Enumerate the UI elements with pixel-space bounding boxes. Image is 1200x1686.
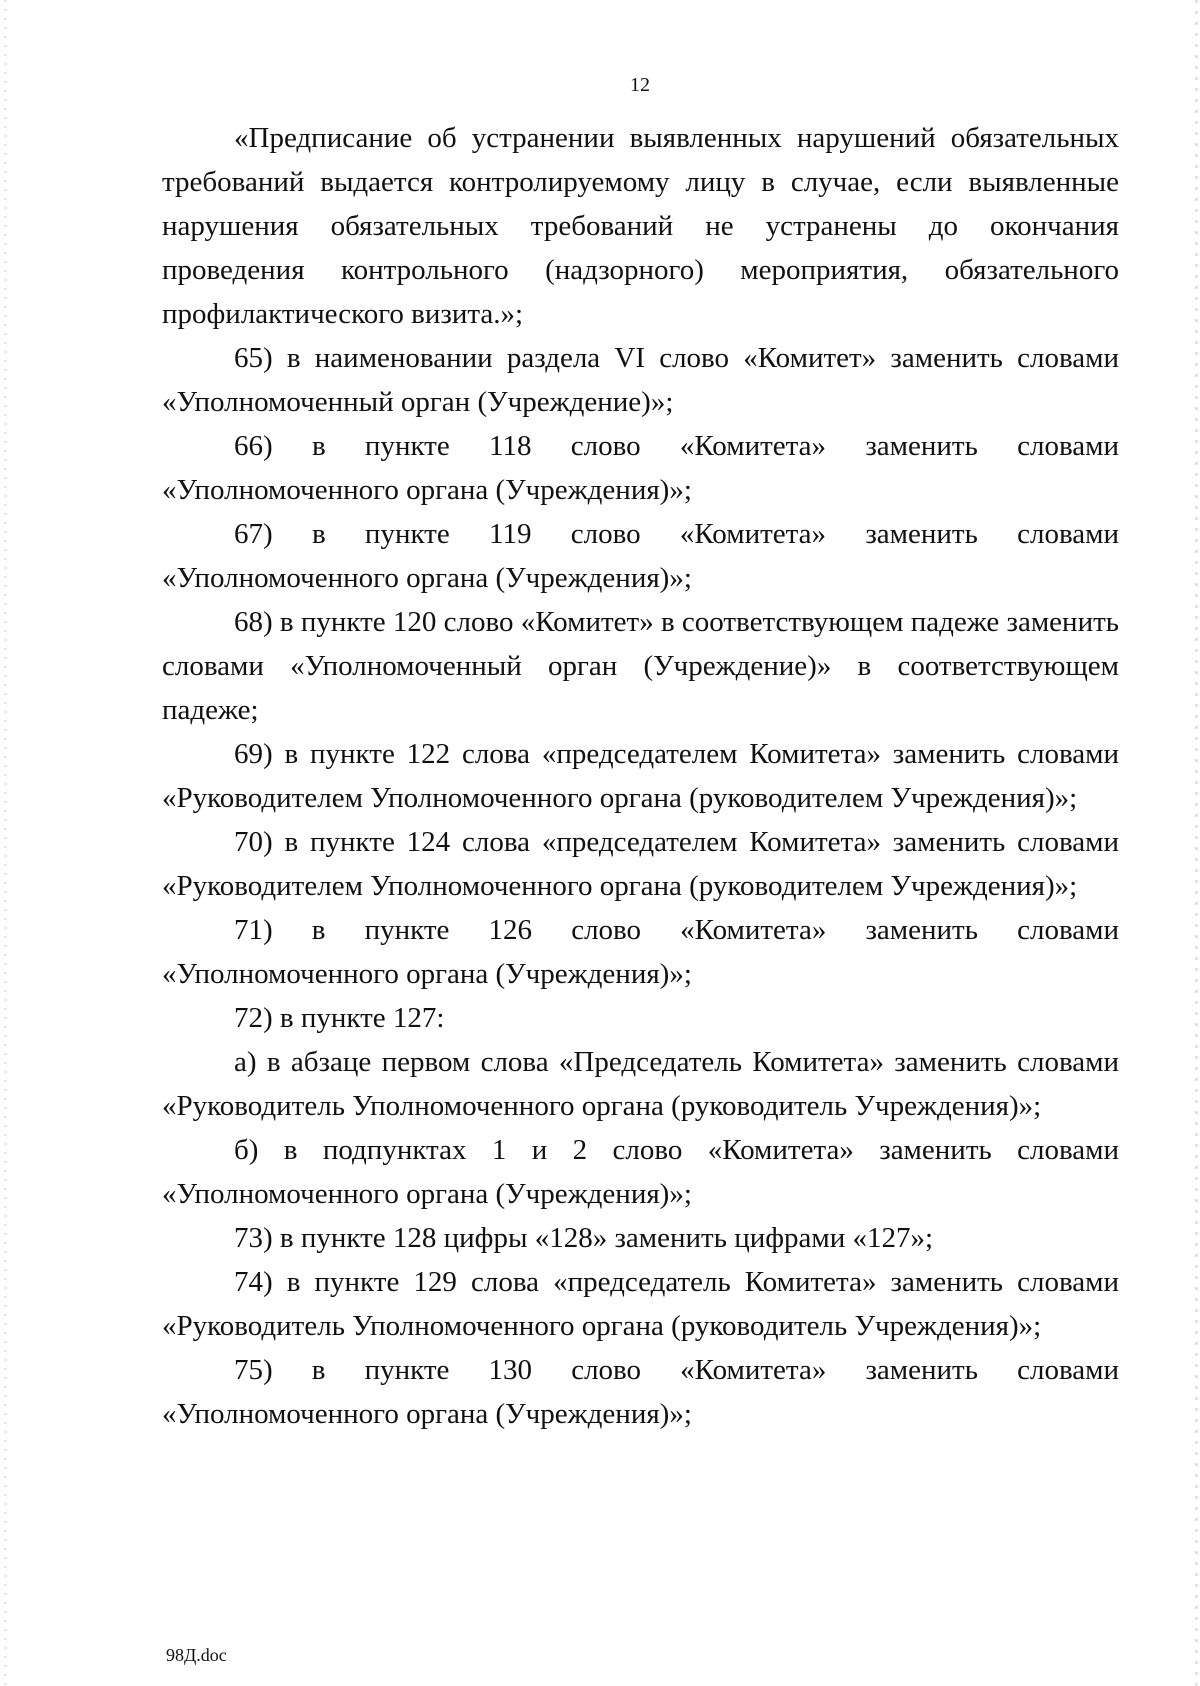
paragraph-65: 65) в наименовании раздела VI слово «Комитет» заменить словами «Уполномоченный орган (Учреждение)»; bbox=[162, 342, 1119, 418]
paragraph-67: 67) в пункте 119 слово «Комитета» заменить словами «Уполномоченного органа (Учреждения)»; bbox=[162, 518, 1119, 594]
footer-filename: 98Д.doc bbox=[166, 1645, 227, 1665]
paragraph-72-b: б) в подпунктах 1 и 2 слово «Комитета» заменить словами «Уполномоченного органа (Учреждения)»; bbox=[162, 1134, 1119, 1210]
paragraph-71: 71) в пункте 126 слово «Комитета» заменить словами «Уполномоченного органа (Учреждения)»; bbox=[162, 914, 1119, 990]
page-number: 12 bbox=[630, 74, 650, 96]
scan-edge-right bbox=[1195, 0, 1198, 1686]
paragraph-69: 69) в пункте 122 слова «председателем Комитета» заменить словами «Руководителем Уполномоченного органа (руководителем Учреждения)»; bbox=[162, 738, 1119, 814]
paragraph-75: 75) в пункте 130 слово «Комитета» заменить словами «Уполномоченного органа (Учреждения)»; bbox=[162, 1354, 1119, 1430]
paragraph-prescription-quote: «Предписание об устранении выявленных нарушений обязательных требований выдается контролируемому лицу в случае, если выявленные нарушения обязательных требований не устранены до окончания проведения контрольного (надзорного) мероприятия, обязательного профилактического визита.»; bbox=[162, 122, 1119, 330]
document-body bbox=[162, 116, 1119, 1436]
paragraph-73: 73) в пункте 128 цифры «128» заменить цифрами «127»; bbox=[234, 1222, 934, 1254]
paragraph-70: 70) в пункте 124 слова «председателем Комитета» заменить словами «Руководителем Уполномоченного органа (руководителем Учреждения)»; bbox=[162, 826, 1119, 902]
paragraph-66: 66) в пункте 118 слово «Комитета» заменить словами «Уполномоченного органа (Учреждения)»; bbox=[162, 430, 1119, 506]
paragraph-72: 72) в пункте 127: bbox=[234, 1002, 445, 1034]
scan-edge-left bbox=[4, 0, 7, 1686]
paragraph-68: 68) в пункте 120 слово «Комитет» в соответствующем падеже заменить словами «Уполномоченный орган (Учреждение)» в соответствующем падеже; bbox=[162, 606, 1119, 726]
paragraph-74: 74) в пункте 129 слова «председатель Комитета» заменить словами «Руководитель Уполномоченного органа (руководитель Учреждения)»; bbox=[162, 1266, 1119, 1342]
paragraph-72-a: а) в абзаце первом слова «Председатель Комитета» заменить словами «Руководитель Уполномоченного органа (руководитель Учреждения)»; bbox=[162, 1046, 1119, 1122]
